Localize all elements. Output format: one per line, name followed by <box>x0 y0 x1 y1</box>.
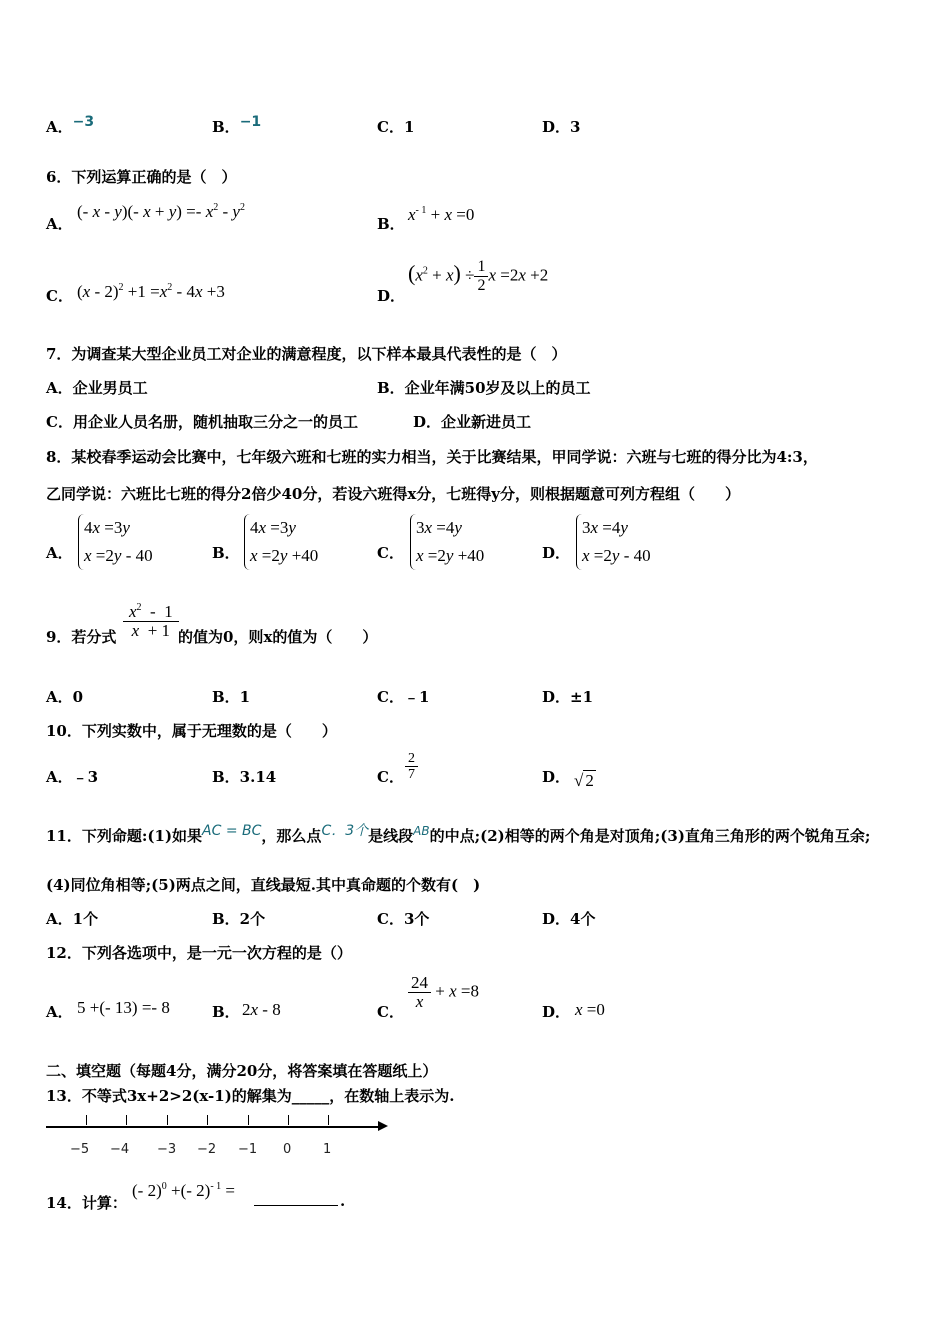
q11-line1: 11．下列命题:(1)如果AC = BC，那么点C．3个是线段$^{AB}$的中点;(2)相等的两个角是对顶角;(3)直角三角形的两个锐角互余; <box>46 823 871 845</box>
q11-option-d: D．4个 <box>542 910 596 928</box>
q8-option-a-system: 4x =3y x =2y - 40 <box>78 514 153 570</box>
tick-label: −4 <box>110 1142 130 1157</box>
q6-option-a-expr: (- x - y)(- $x + y) =- x^2 - y^2$ <box>77 202 245 221</box>
section2-title: 二、填空题（每题4分，满分20分，将答案填在答题纸上） <box>46 1062 438 1080</box>
q12-option-b-expr: 2x - 8 <box>242 1000 281 1019</box>
q5-option-a: A．−3 <box>46 114 95 136</box>
q7-stem: 7．为调查某大型企业员工对企业的满意程度，以下样本最具代表性的是（ ） <box>46 345 567 363</box>
q7-option-d: D．企业新进员工 <box>413 413 532 431</box>
q9-suffix: 的值为0，则x的值为（ ） <box>178 628 378 646</box>
q12-option-a-label: A． <box>46 1003 73 1021</box>
q6-option-a-label: A． <box>46 215 73 233</box>
number-line-arrow <box>378 1121 388 1131</box>
q7-option-a: A．企业男员工 <box>46 379 148 397</box>
q12-option-d-expr: x =0 <box>575 1000 605 1019</box>
q8-stem-line2: 乙同学说：六班比七班的得分2倍少40分，若设六班得x分，七班得y分，则根据题意可列方程组（ ） <box>46 485 740 503</box>
tick-label: 1 <box>323 1142 332 1157</box>
tick <box>288 1115 289 1125</box>
q12-option-b-label: B． <box>212 1003 240 1021</box>
q6-option-b-label: B． <box>377 215 405 233</box>
q8-option-b-system: 4x =3y x =2y +40 <box>244 514 318 570</box>
tick <box>126 1115 127 1125</box>
q10-option-c-label: C． <box>377 768 404 786</box>
q11-option-c: C．3个 <box>377 910 430 928</box>
tick <box>248 1115 249 1125</box>
q9-option-d: D．±1 <box>542 688 594 706</box>
q8-option-c-system: 3x =4y x =2y +40 <box>410 514 484 570</box>
q10-stem: 10．下列实数中，属于无理数的是（ ） <box>46 722 337 740</box>
q10-option-c-fraction: $\frac{2}{7}$ <box>405 751 418 782</box>
q7-option-c: C．用企业人员名册，随机抽取三分之一的员工 <box>46 413 358 431</box>
q13-stem: 13．不等式3x+2>2(x-1)的解集为_____，在数轴上表示为. <box>46 1087 455 1105</box>
q12-option-c-label: C． <box>377 1003 404 1021</box>
q14-prefix: 14．计算： <box>46 1194 127 1212</box>
q10-option-b: B．3.14 <box>212 768 277 786</box>
q9-option-b: B．1 <box>212 688 251 706</box>
q6-option-b-expr: $x^{- 1} + x =0$ <box>408 205 475 224</box>
q14-answer-blank[interactable] <box>254 1204 338 1206</box>
q10-option-d-sqrt: √ 2 <box>574 771 594 790</box>
tick-label: 0 <box>283 1142 292 1157</box>
q6-option-c-expr: $(x - 2)^2 +1 =x^2 - 4x +3$ <box>77 282 225 301</box>
q7-option-b: B．企业年满50岁及以上的员工 <box>377 379 591 397</box>
tick <box>167 1115 168 1125</box>
number-line-axis <box>46 1126 380 1128</box>
q8-option-d-system: 3x =4y x =2y - 40 <box>576 514 651 570</box>
q8-option-a-label: A． <box>46 544 73 562</box>
q9-option-c: C．﹣1 <box>377 688 430 706</box>
q12-option-c-expr: $\frac{24}{x}$ + x =8 <box>408 974 479 1011</box>
tick-label: −1 <box>238 1142 258 1157</box>
q8-option-c-label: C． <box>377 544 404 562</box>
tick <box>207 1115 208 1125</box>
q8-option-b-label: B． <box>212 544 240 562</box>
q14-suffix: . <box>340 1192 346 1210</box>
tick <box>86 1115 87 1125</box>
q6-option-d-label: D． <box>377 287 406 305</box>
q12-option-d-label: D． <box>542 1003 571 1021</box>
q11-line2: (4)同位角相等;(5)两点之间，直线最短.其中真命题的个数有( ) <box>46 876 481 894</box>
q10-option-d-label: D． <box>542 768 571 786</box>
q12-option-a-expr: 5 +(- 13) =- 8 <box>77 998 170 1017</box>
q5-option-d: D．3 <box>542 118 581 136</box>
q8-stem-line1: 8．某校春季运动会比赛中，七年级六班和七班的实力相当，关于比赛结果，甲同学说：六班与七班的得分比为4:3， <box>46 448 818 466</box>
tick-label: −3 <box>157 1142 177 1157</box>
tick-label: −2 <box>197 1142 217 1157</box>
q10-option-a: A．﹣3 <box>46 768 99 786</box>
q11-option-a: A．1个 <box>46 910 99 928</box>
q5-option-c: C．1 <box>377 118 415 136</box>
q6-stem: 6．下列运算正确的是（ ） <box>46 168 237 186</box>
q6-option-d-expr: $(x^2 + x)$ ÷ $\frac{1}{2}$ x =2x +2 <box>408 258 549 294</box>
tick <box>328 1115 329 1125</box>
q9-prefix: 9．若分式 <box>46 628 117 646</box>
q12-stem: 12．下列各选项中，是一元一次方程的是（） <box>46 944 352 962</box>
tick-label: −5 <box>70 1142 90 1157</box>
q5-option-b: B．−1 <box>212 114 262 136</box>
q9-option-a: A．0 <box>46 688 84 706</box>
q14-expr: (- 2)$^0$ +(- 2)$^{- 1}$ = <box>132 1181 235 1200</box>
q6-option-c-label: C． <box>46 287 73 305</box>
q11-option-b: B．2个 <box>212 910 266 928</box>
q9-fraction: $\frac{x^2 - 1}{x + 1}$ <box>123 603 179 640</box>
q8-option-d-label: D． <box>542 544 571 562</box>
